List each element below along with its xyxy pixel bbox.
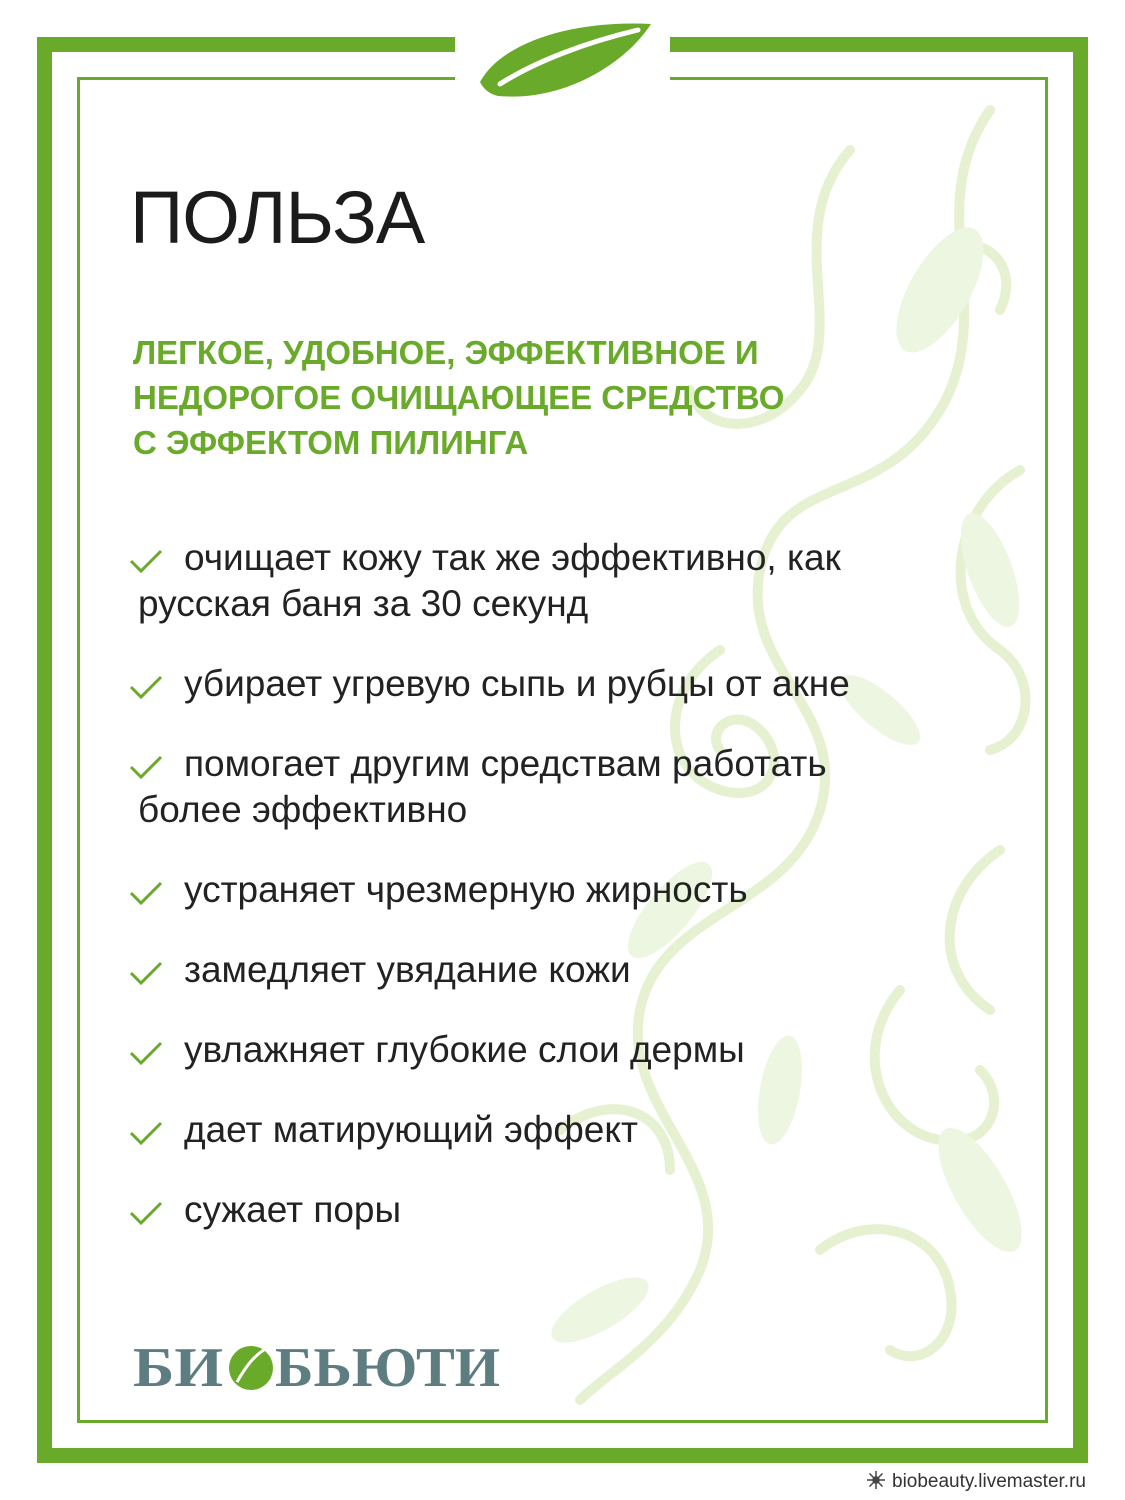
benefit-text: сужает поры: [184, 1189, 402, 1230]
check-icon: [128, 1040, 164, 1066]
benefits-list: [128, 535, 988, 1233]
check-icon: [128, 1200, 164, 1226]
check-icon: [128, 1120, 164, 1146]
brand-logo: [133, 1330, 503, 1400]
footer-url[interactable]: biobeauty.livemaster.ru: [892, 1471, 1086, 1492]
benefit-item: [128, 1187, 988, 1233]
benefit-text: помогает другим средствам работать: [184, 743, 827, 784]
benefit-text: очищает кожу так же эффективно, как: [184, 537, 841, 578]
benefit-text: замедляет увядание кожи: [184, 949, 631, 990]
snowflake-icon: [866, 1470, 886, 1490]
benefit-text-cont: более эффективно: [138, 789, 468, 830]
benefit-text: дает матирующий эффект: [184, 1109, 638, 1150]
check-icon: [128, 548, 164, 574]
benefit-text: увлажняет глубокие слои дермы: [184, 1029, 745, 1070]
benefit-item: [128, 1027, 988, 1073]
svg-text:БИ: БИ: [133, 1337, 223, 1399]
benefit-item: [128, 947, 988, 993]
subtitle: [133, 330, 933, 465]
benefit-text-cont: русская баня за 30 секунд: [138, 583, 589, 624]
check-icon: [128, 960, 164, 986]
benefit-text: убирает угревую сыпь и рубцы от акне: [184, 663, 850, 704]
benefit-item: [128, 741, 988, 833]
subtitle-line: С ЭФФЕКТОМ ПИЛИНГА: [133, 424, 529, 461]
subtitle-line: ЛЕГКОЕ, УДОБНОЕ, ЭФФЕКТИВНОЕ И: [133, 334, 759, 371]
page-title: ПОЛЬЗА: [130, 176, 425, 259]
check-icon: [128, 754, 164, 780]
svg-text:БЬЮТИ: БЬЮТИ: [275, 1337, 500, 1399]
leaf-icon: [229, 1346, 273, 1390]
footer-url-row: [866, 1470, 1086, 1493]
subtitle-line: НЕДОРОГОЕ ОЧИЩАЮЩЕЕ СРЕДСТВО: [133, 379, 785, 416]
benefit-text: устраняет чрезмерную жирность: [184, 869, 748, 910]
check-icon: [128, 674, 164, 700]
check-icon: [128, 880, 164, 906]
benefit-item: [128, 661, 988, 707]
benefit-item: [128, 535, 988, 627]
benefit-item: [128, 1107, 988, 1153]
benefit-item: [128, 867, 988, 913]
